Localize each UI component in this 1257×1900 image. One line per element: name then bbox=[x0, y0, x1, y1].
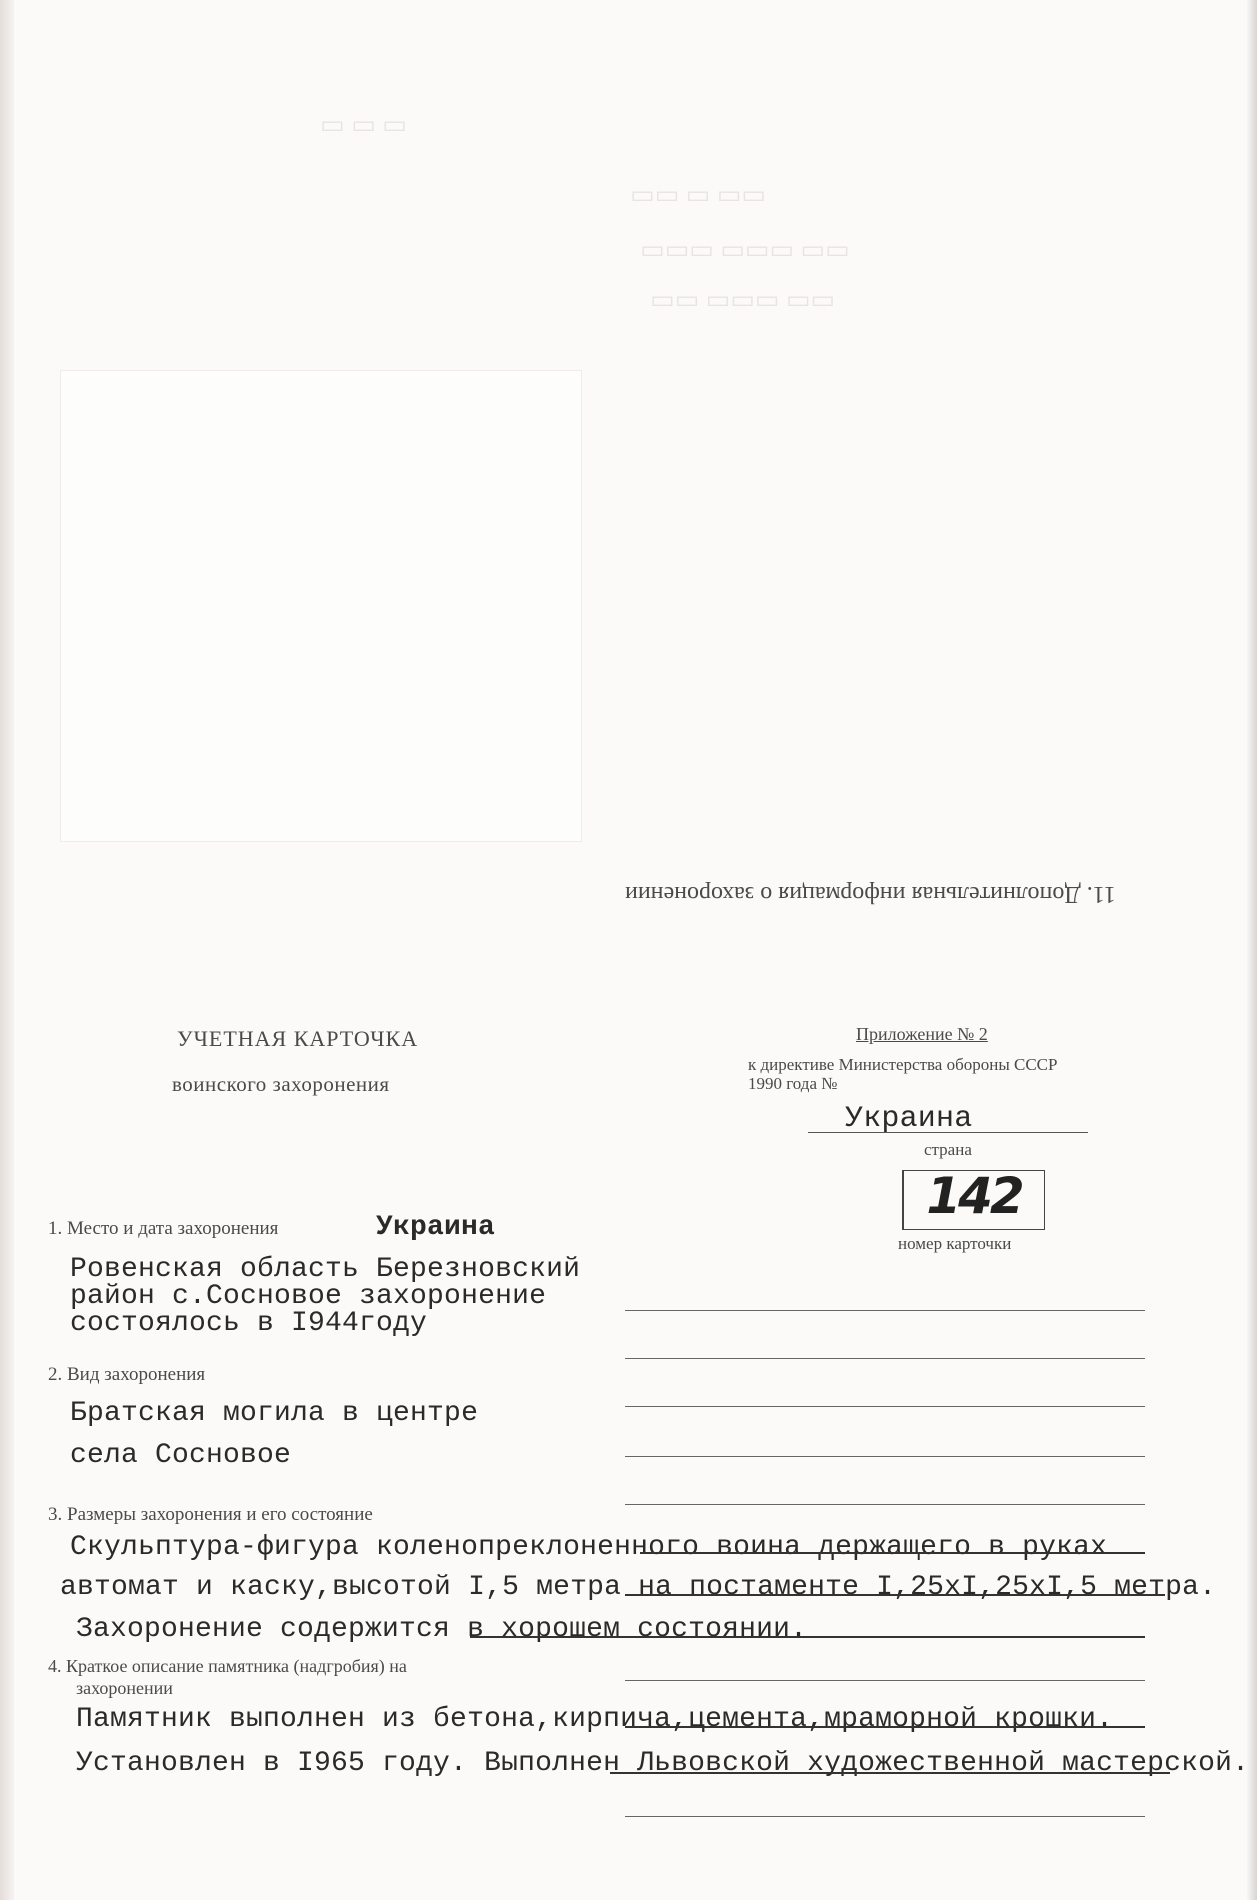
show-through-mark: ▭▭▭ ▭▭▭ ▭▭ bbox=[640, 235, 850, 264]
field3-writing-line bbox=[640, 1552, 1145, 1554]
field1-writing-line bbox=[625, 1358, 1145, 1359]
appendix-directive-line1: к директиве Министерства обороны СССР bbox=[748, 1055, 1058, 1074]
field1-line: Ровенская область Березновский bbox=[70, 1254, 581, 1285]
field3-line: автомат и каску,высотой I,5 метра на постаменте I,25хI,25хI,5 метра. bbox=[60, 1572, 1217, 1603]
field3-label: 3. Размеры захоронения и его состояние bbox=[48, 1504, 373, 1525]
field3-line: Скульптура-фигура коленопреклоненного воина держащего в руках bbox=[70, 1532, 1108, 1563]
field2-line: Братская могила в центре bbox=[70, 1398, 479, 1429]
field2-line: села Сосновое bbox=[70, 1440, 292, 1471]
field4-line: Установлен в I965 году. Выполнен Львовской художественной мастерской. bbox=[76, 1748, 1250, 1779]
field4-writing-line bbox=[625, 1726, 1145, 1728]
field4-label-line2: захоронении bbox=[76, 1678, 173, 1698]
field3-line: Захоронение содержится в хорошем состоянии. bbox=[76, 1614, 808, 1645]
paper-right-edge bbox=[1247, 0, 1257, 1900]
country-caption: страна bbox=[924, 1140, 972, 1159]
field4-label-line1: 4. Краткое описание памятника (надгробия) на bbox=[48, 1656, 407, 1676]
field4-writing-line bbox=[625, 1680, 1145, 1681]
field2-writing-line bbox=[625, 1456, 1145, 1457]
section-11-heading-mirrored: 11. Дополнительная информация о захоронении bbox=[625, 881, 1116, 907]
field1-line: состоялось в I944году bbox=[70, 1308, 428, 1339]
field4-writing-line bbox=[625, 1816, 1145, 1817]
card-number-box bbox=[902, 1167, 1045, 1230]
country-value: Украина bbox=[845, 1102, 973, 1136]
field1-value bbox=[70, 1256, 580, 1337]
country-line bbox=[808, 1132, 1088, 1133]
card-title: УЧЕТНАЯ КАРТОЧКА bbox=[177, 1026, 419, 1051]
field3-writing-line bbox=[625, 1594, 1165, 1596]
field1-label: 1. Место и дата захоронения bbox=[48, 1218, 279, 1239]
card-subtitle: воинского захоронения bbox=[172, 1072, 390, 1096]
faded-back-panel bbox=[60, 370, 582, 842]
card-number-caption: номер карточки bbox=[898, 1234, 1012, 1253]
field1-writing-line bbox=[625, 1310, 1145, 1311]
card-number-handwritten: 142 bbox=[926, 1167, 1022, 1225]
field3-writing-line bbox=[470, 1636, 1145, 1638]
field2-writing-line bbox=[625, 1406, 1145, 1407]
field4-line: Памятник выполнен из бетона,кирпича,цемента,мраморной крошки. bbox=[76, 1704, 1114, 1735]
appendix-label: Приложение № 2 bbox=[856, 1024, 988, 1044]
paper-left-edge bbox=[0, 0, 14, 1900]
show-through-mark: ▭ ▭ ▭ bbox=[320, 110, 407, 139]
field2-writing-line bbox=[625, 1504, 1145, 1505]
appendix-directive-line2: 1990 года № bbox=[748, 1074, 838, 1093]
show-through-mark: ▭▭ ▭▭▭ ▭▭ bbox=[650, 285, 835, 314]
field4-writing-line bbox=[610, 1772, 1170, 1774]
field1-line: район с.Сосновое захоронение bbox=[70, 1281, 547, 1312]
field2-label: 2. Вид захоронения bbox=[48, 1364, 206, 1385]
field1-value-inline: Украина bbox=[376, 1212, 496, 1243]
show-through-mark: ▭▭ ▭ ▭▭ bbox=[630, 180, 766, 209]
